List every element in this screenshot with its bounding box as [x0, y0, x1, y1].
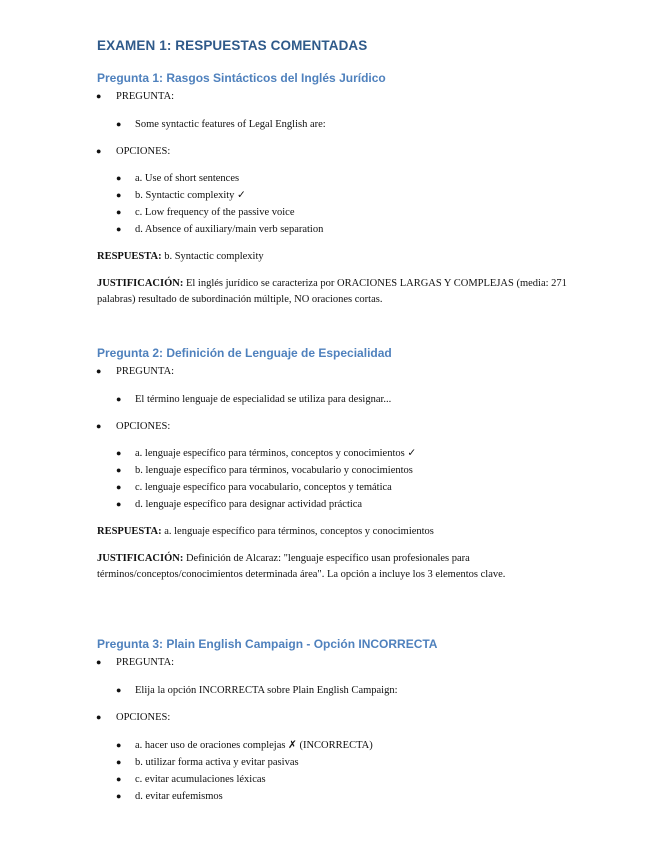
bullet-icon: ● [116, 791, 122, 801]
q2-pregunta-label: PREGUNTA: [116, 366, 175, 377]
respuesta-text: a. lenguaje específico para términos, conceptos y conocimientos [161, 526, 434, 537]
q1-option-c: c. Low frequency of the passive voice [135, 207, 295, 218]
q1-respuesta [97, 249, 264, 265]
justificacion-text: Definición de Alcaraz: "lenguaje específico usan profesionales para términos/conceptos/conocimientos determinada área". La opción a incluye los 3 elementos clave. [97, 553, 506, 580]
q3-option-d: d. evitar eufemismos [135, 791, 223, 802]
q3-prompt: Elija la opción INCORRECTA sobre Plain English Campaign: [135, 685, 398, 696]
respuesta-text: b. Syntactic complexity [161, 251, 264, 262]
bullet-icon: ● [116, 207, 122, 217]
respuesta-label: RESPUESTA: [97, 251, 162, 262]
q3-option-c: c. evitar acumulaciones léxicas [135, 774, 266, 785]
bullet-icon: ● [116, 465, 122, 475]
justificacion-label: JUSTIFICACIÓN: [97, 553, 184, 564]
q1-option-a: a. Use of short sentences [135, 173, 240, 184]
q3-option-b: b. utilizar forma activa y evitar pasivas [135, 757, 299, 768]
question-1-title: Pregunta 1: Rasgos Sintácticos del Inglés Jurídico [97, 71, 386, 85]
bullet-icon: ● [116, 740, 122, 750]
q1-opciones-label: OPCIONES: [116, 146, 171, 157]
q2-prompt: El término lenguaje de especialidad se utiliza para designar... [135, 394, 392, 405]
q1-prompt: Some syntactic features of Legal English are: [135, 119, 326, 130]
q2-justificacion [97, 551, 567, 583]
question-2-title: Pregunta 2: Definición de Lenguaje de Especialidad [97, 346, 392, 360]
q1-option-d: d. Absence of auxiliary/main verb separation [135, 224, 324, 235]
q1-pregunta-label: PREGUNTA: [116, 91, 175, 102]
bullet-icon: ● [116, 774, 122, 784]
question-3-title: Pregunta 3: Plain English Campaign - Opción INCORRECTA [97, 637, 438, 651]
q2-opciones-label: OPCIONES: [116, 421, 171, 432]
document-title: EXAMEN 1: RESPUESTAS COMENTADAS [97, 38, 368, 53]
bullet-icon: ● [116, 685, 122, 695]
bullet-icon: ● [116, 499, 122, 509]
bullet-icon: ● [116, 394, 122, 404]
bullet-icon: ● [116, 448, 122, 458]
q3-opciones-label: OPCIONES: [116, 712, 171, 723]
bullet-icon: ● [96, 91, 102, 101]
bullet-icon: ● [96, 146, 102, 156]
bullet-icon: ● [116, 190, 122, 200]
bullet-icon: ● [96, 421, 102, 431]
bullet-icon: ● [116, 173, 122, 183]
q2-respuesta [97, 524, 434, 540]
bullet-icon: ● [96, 366, 102, 376]
q3-option-a: a. hacer uso de oraciones complejas ✗ (INCORRECTA) [135, 740, 373, 751]
bullet-icon: ● [116, 757, 122, 767]
q2-option-a: a. lenguaje específico para términos, conceptos y conocimientos ✓ [135, 448, 417, 459]
respuesta-label: RESPUESTA: [97, 526, 162, 537]
justificacion-label: JUSTIFICACIÓN: [97, 278, 184, 289]
q1-option-b: b. Syntactic complexity ✓ [135, 190, 246, 201]
bullet-icon: ● [116, 224, 122, 234]
bullet-icon: ● [116, 119, 122, 129]
q2-option-c: c. lenguaje específico para vocabulario, conceptos y temática [135, 482, 392, 493]
bullet-icon: ● [96, 657, 102, 667]
bullet-icon: ● [96, 712, 102, 722]
q3-pregunta-label: PREGUNTA: [116, 657, 175, 668]
bullet-icon: ● [116, 482, 122, 492]
q2-option-b: b. lenguaje específico para términos, vocabulario y conocimientos [135, 465, 413, 476]
q1-justificacion [97, 276, 567, 308]
justificacion-text: El inglés jurídico se caracteriza por ORACIONES LARGAS Y COMPLEJAS (media: 271 palabras) resultado de subordinación múltiple, NO oraciones cortas. [97, 278, 567, 305]
q2-option-d: d. lenguaje específico para designar actividad práctica [135, 499, 363, 510]
